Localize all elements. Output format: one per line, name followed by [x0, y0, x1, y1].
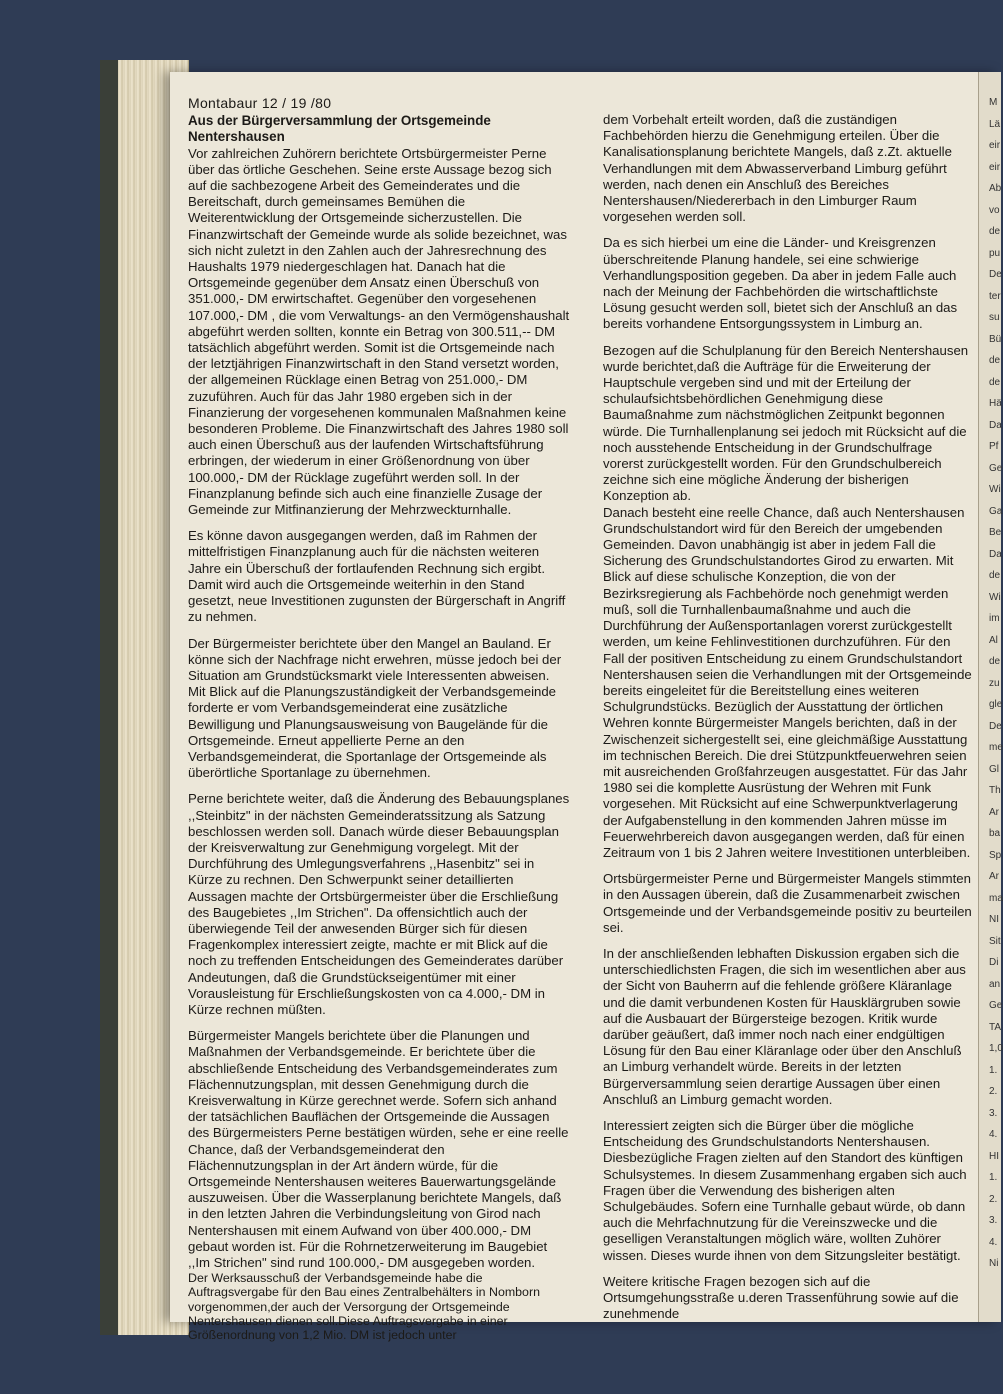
book-spine [100, 60, 120, 1335]
next-page-fragment: 1,0 [989, 1043, 1003, 1054]
next-page-fragment: de [989, 376, 1001, 388]
next-page-fragment: Sp [989, 849, 1002, 861]
next-page-fragment: vo [989, 204, 1000, 216]
next-page-fragment: M [989, 97, 998, 108]
next-page-fragment: de [989, 656, 1001, 667]
paragraph: Vor zahlreichen Zuhörern berichtete Ortsbürgermeister Perne über das örtliche Geschehen. Seine erste Aussage bezog sich auf die sachbezogene Arbeit des Gemeinderates und die Bereitschaft, durch gemeinsames Bemühen die Weiterentwicklung der Ortsgemeinde sicherzustellen. Die Finanzwirtschaft der Gemeinde wurde als solide bezeichnet, was sich nicht zuletzt in den Zahlen auch der Jahresrechnung des Haushalts 1979 niedergeschlagen hat. Danach hat die Ortsgemeinde gegenüber dem Ansatz einen Überschuß von 351.000,- DM erwirtschaftet. Gegenüber den vorgesehenen 107.000,- DM , die vom Verwaltungs- an den Vermögenshaushalt abgeführt werden sollten, konnte ein Betrag von 300.511,-- DM tatsächlich abgeführt werden. Somit ist die Ortsgemeinde nach der letztjährigen Finanzwirtschaft in den Stand versetzt worden, der allgemeinen Rücklage einen Betrag von 251.000,- DM zuzuführen. Auch für das Jahr 1980 ergeben sich in der Finanzierung der vorgesehenen kommunalen Maßnahmen keine besonderen Probleme. Die Finanzwirtschaft des Jahres 1980 soll auch einen Überschuß aus der laufenden Wirtschaftsführung erbringen, der wiederum in einer Größenordnung von über 100.000,- DM der Rücklage zugeführt werden soll. In der Finanzplanung befinde sich auch eine finanzielle Zusage der Gemeinde zur Mitfinanzierung der Mehrzweckturnhalle. [188, 145, 570, 518]
next-page-fragment: TA [989, 1021, 1002, 1033]
next-page-fragment: Ga [989, 505, 1003, 517]
next-page-fragment: Bü [989, 333, 1002, 345]
next-page-fragment: de [989, 226, 1001, 237]
next-page-fragment: 1. [989, 1172, 998, 1183]
next-page-fragment: 3. [989, 1107, 998, 1119]
paragraph: dem Vorbehalt erteilt worden, daß die zuständigen Fachbehörden hierzu die Genehmigung erteilen. Über die Kanalisationsplanung berichtete Mangels, daß z.Zt. aktuelle Verhandlungen mit dem Abwasserverband Limburg geführt werden, nach denen ein Anschluß des Bereiches Nentershausen/Niedererbach in den Limburger Raum vorgesehen werden soll. [603, 112, 952, 225]
next-page-fragment: Al [989, 634, 998, 646]
paragraph: Weitere kritische Fragen bezogen sich auf die Ortsumgehungsstraße u.deren Trassenführung sowie auf die zunehmende [603, 1273, 959, 1322]
next-page-fragment: Ab [989, 183, 1002, 194]
next-page-fragment: 2. [989, 1086, 998, 1097]
next-page-fragment: Ar [989, 806, 999, 818]
paragraph: Da es sich hierbei um eine die Länder- und Kreisgrenzen überschreitende Planung handele, sei eine schwierige Verhandlungsposition gegeben. Da aber in jedem Falle auch nach der Meinung der Fachbehörden die wirtschaftlichste Lösung gesucht werden soll, bietet sich der Anschluß an das bereits vorhandene Entsorgungssystem in Limburg an. [603, 235, 958, 332]
dateline: Montabaur 12 / 19 /80 [188, 95, 332, 111]
right-column [603, 112, 975, 1332]
next-page-fragment: ter [989, 290, 1001, 302]
next-page-fragment: eir [989, 140, 1001, 151]
next-page-fragment: Pf [989, 441, 999, 452]
next-page-fragment: De [989, 269, 1002, 280]
next-page-fragment: Ge [989, 462, 1003, 474]
next-page-fragment: Wi [989, 591, 1001, 603]
next-page-fragment: 2. [989, 1193, 998, 1205]
paragraph: Der Werksausschuß der Verbandsgemeinde habe die Auftragsvergabe für den Bau eines Zentralbehälters in Nomborn vorgenommen,der auch der Versorgung der Ortsgemeinde Nentershausen dienen soll.Diese Auftragsvergabe in einer Größenordnung von 1,2 Mio. DM ist jedoch unter [188, 1271, 540, 1343]
next-page-fragment: Da [989, 548, 1002, 560]
next-page-fragment: gle [989, 699, 1003, 710]
next-page-fragment: Ge [989, 1000, 1003, 1011]
next-page-fragment: 4. [989, 1129, 998, 1140]
article-title: Aus der Bürgerversammlung der Ortsgemeinde Nentershausen [188, 113, 491, 145]
next-page-fragment: Ar [989, 871, 999, 882]
next-page-fragment: de [989, 355, 1001, 366]
paragraph: Bürgermeister Mangels berichtete über die Planungen und Maßnahmen der Verbandsgemeinde. Er berichtete über die abschließende Entscheidung des Verbandsgemeinderates zum Flächennutzungsplan, mit dessen Genehmigung durch die Kreisverwaltung in Kürze gerechnet werde. Sofern sich anhand der tatsächlichen Bauflächen der Ortsgemeinde die Aussagen des Bürgermeisters Perne bestätigen würden, sehe er eine reelle Chance, daß der Verbandsgemeinderat den Flächennutzungsplan in der Art ändern würde, für die Ortsgemeinde Nentershausen weiteres Bauerwartungsgelände auszuweisen. Über die Wasserplanung berichtete Mangels, daß in den letzten Jahren die Verbindungsleitung von Girod nach Nentershausen mit einem Aufwand von über 400.000,- DM gebaut worden ist. Für die Rohrnetzerweiterung im Baugebiet ,,Im Strichen" sind rund 100.000,- DM ausgegeben worden. [188, 1028, 569, 1271]
next-page-fragment: Di [989, 957, 999, 968]
next-page-fragment: NI [989, 914, 999, 925]
next-page-fragment: me [989, 742, 1003, 753]
paragraph: Bezogen auf die Schulplanung für den Bereich Nentershausen wurde berichtet,daß die Aufträge für die Erweiterung der Hauptschule vergeben sind und mit der Erteilung der schulaufsichtsbehördlichen Genehmigung diese Baumaßnahme zum nächstmöglichen Zeitpunkt begonnen würde. Die Turnhallenplanung sei jedoch mit Rücksicht auf die noch ausstehende Entscheidung in der Grundschulfrage vorerst zurückgestellt worden. Für den Grundschulbereich zeichne sich eine mögliche Änderung der bisherigen Konzeption ab. [603, 342, 969, 504]
next-page-fragment: im [989, 613, 1000, 624]
next-page-fragment: 3. [989, 1215, 998, 1226]
next-page-fragment: ma [989, 892, 1003, 904]
paragraph: Ortsbürgermeister Perne und Bürgermeister Mangels stimmten in den Aussagen überein, daß die Zusammenarbeit zwischen Ortsgemeinde und der Verbandsgemeinde positiv zu beurteilen sei. [603, 871, 972, 935]
paragraph: Es könne davon ausgegangen werden, daß im Rahmen der mittelfristigen Finanzplanung auch für die nächsten weiteren Jahre ein Überschuß der fortlaufenden Rechnung sich ergibt. Damit wird auch die Ortsgemeinde weiterhin in den Stand gesetzt, neue Investitionen zugunsten der Bürgerschaft in Angriff zu nehmen. [188, 528, 566, 625]
next-page-fragment: Da [989, 419, 1002, 431]
paragraph: In der anschließenden lebhaften Diskussion ergaben sich die unterschiedlichsten Fragen, die sich im wesentlichen aber aus der Sicht von Bauherrn auf die fehlende größere Kläranlage und die damit verbundenen Kosten für Hausklärgruben sowie auf die Ausbauart der Bürgersteige bezogen. Kritik wurde darüber geäußert, daß immer noch nach einer endgültigen Lösung für den Bau einer Kläranlage oder über den Anschluß an Limburg verhandelt würde. Bereits in der letzten Bürgerversammlung seien derartige Aussagen über einen Anschluß an Limburg gemacht worden. [603, 945, 966, 1107]
paragraph: Perne berichtete weiter, daß die Änderung des Bebauungsplanes ,,Steinbitz" in der nächsten Gemeinderatssitzung als Satzung beschlossen werden soll. Danach würde dieser Bebauungsplan der Kreisverwaltung zur Genehmigung vorgelegt. Mit der Durchführung des Umlegungsverfahrens ,,Hasenbitz" sei in Kürze zu rechnen. Den Schwerpunkt seiner detaillierten Aussagen machte der Ortsbürgermeister über die Erschließung des Baugebietes ,,Im Strichen". Da offensichtlich auch der überwiegende Teil der anwesenden Bürger sich für diesen Fragenkomplex interessiert zeigte, machte er mit Blick auf die noch zu treffenden Entscheidungen des Gemeinderates darüber Andeutungen, daß die Grundstückseigentümer mit einer Vorausleistung für Erschließungskosten von ca 4.000,- DM in Kürze rechnen müßten. [188, 791, 570, 1017]
next-page-fragment: su [989, 312, 1000, 323]
next-page-fragment: an [989, 978, 1001, 990]
next-page-fragment: Gl [989, 763, 999, 775]
next-page-fragment: de [989, 570, 1001, 581]
next-page-fragment: 4. [989, 1236, 998, 1248]
next-page-fragment: Hä [989, 398, 1002, 409]
next-page-fragment: Wi [989, 484, 1001, 495]
left-column [188, 95, 570, 1352]
next-page-fragment: zu [989, 677, 1000, 689]
next-page-fragment: Lä [989, 118, 1001, 130]
adjacent-page-strip [978, 72, 1001, 1322]
next-page-fragment: Ni [989, 1258, 999, 1269]
paragraph: Der Bürgermeister berichtete über den Mangel an Bauland. Er könne sich der Nachfrage nicht erwehren, müsse jedoch bei der Situation am Grundstücksmarkt viele Interessenten abweisen. Mit Blick auf die Planungszuständigkeit der Verbandsgemeinde forderte er vom Verbandsgemeinderat eine zusätzliche Bewilligung und Planungsausweisung von Baugelände für die Ortsgemeinde. Erneut appellierte Perne an den Verbandsgemeinderat, die Sportanlage der Ortsgemeinde als überörtliche Sportanlage zu übernehmen. [188, 635, 562, 781]
next-page-fragment: pu [989, 247, 1001, 259]
paragraph: Danach besteht eine reelle Chance, daß auch Nentershausen Grundschulstandort wird für den Bereich der umgebenden Gemeinden. Davon unabhängig ist aber in jedem Fall die Sicherung des Grundschulstandortes Girod zu erwarten. Mit Blick auf diese schulische Konzeption, die von der Bezirksregierung als Fachbehörde noch genehmigt werden muß, soll die Turnhallenbaumaßnahme und auch die Durchführung der Außensportanlagen vorerst zurückgestellt werden, um keine Fehlinvestitionen durchzuführen. Für den Fall der positiven Entscheidung zu einem Grundschulstandort Nentershausen seien die Verhandlungen mit der Ortsgemeinde bereits eingeleitet für die Bereitstellung eines weiteren Schulgrundstücks. Bezüglich der Ausstattung der örtlichen Wehren konnte Bürgermeister Mangels berichten, daß in der Zwischenzeit sichergestellt sei, eine gleichmäßige Ausstattung im technischen Bereich. Die drei Stützpunktfeuerwehren seien mit ausreichenden Großfahrzeugen ausgestattet. Für das Jahr 1980 sei die komplette Ausrüstung der Wehren mit Funk vorgesehen. Mit Rücksicht auf eine Schwerpunktverlagerung der Aufgabenstellung in den kommenden Jahren müsse im Feuerwehrbereich davon ausgegangen werden, daß für einen Zeitraum von 1 bis 2 Jahren weitere Investitionen unterbleiben. [603, 504, 972, 860]
next-page-fragment: Be [989, 527, 1002, 538]
next-page-fragment: eir [989, 161, 1001, 173]
paragraph: Interessiert zeigten sich die Bürger über die mögliche Entscheidung des Grundschulstandorts Nentershausen. Diesbezügliche Fragen zielten auf den Standort des künftigen Schulsystemes. In diesem Zusammenhang ergaben sich auch Fragen über die Verwendung des bisherigen alten Schulgebäudes. Sofern eine Turnhalle gebaut würde, ob dann auch die Mehrfachnutzung für die Vereinszwecke und die geselligen Veranstaltungen möglich wäre, wollten Zuhörer wissen. Dieses wurde ihnen von dem Sitzungsleiter bestätigt. [603, 1117, 967, 1263]
next-page-fragment: ba [989, 828, 1001, 839]
next-page-fragment: HI [989, 1150, 999, 1162]
next-page-fragment: Th [989, 785, 1001, 796]
next-page-fragment: 1. [989, 1064, 998, 1076]
next-page-fragment: Sit [989, 935, 1001, 947]
next-page-fragment: De [989, 720, 1002, 732]
